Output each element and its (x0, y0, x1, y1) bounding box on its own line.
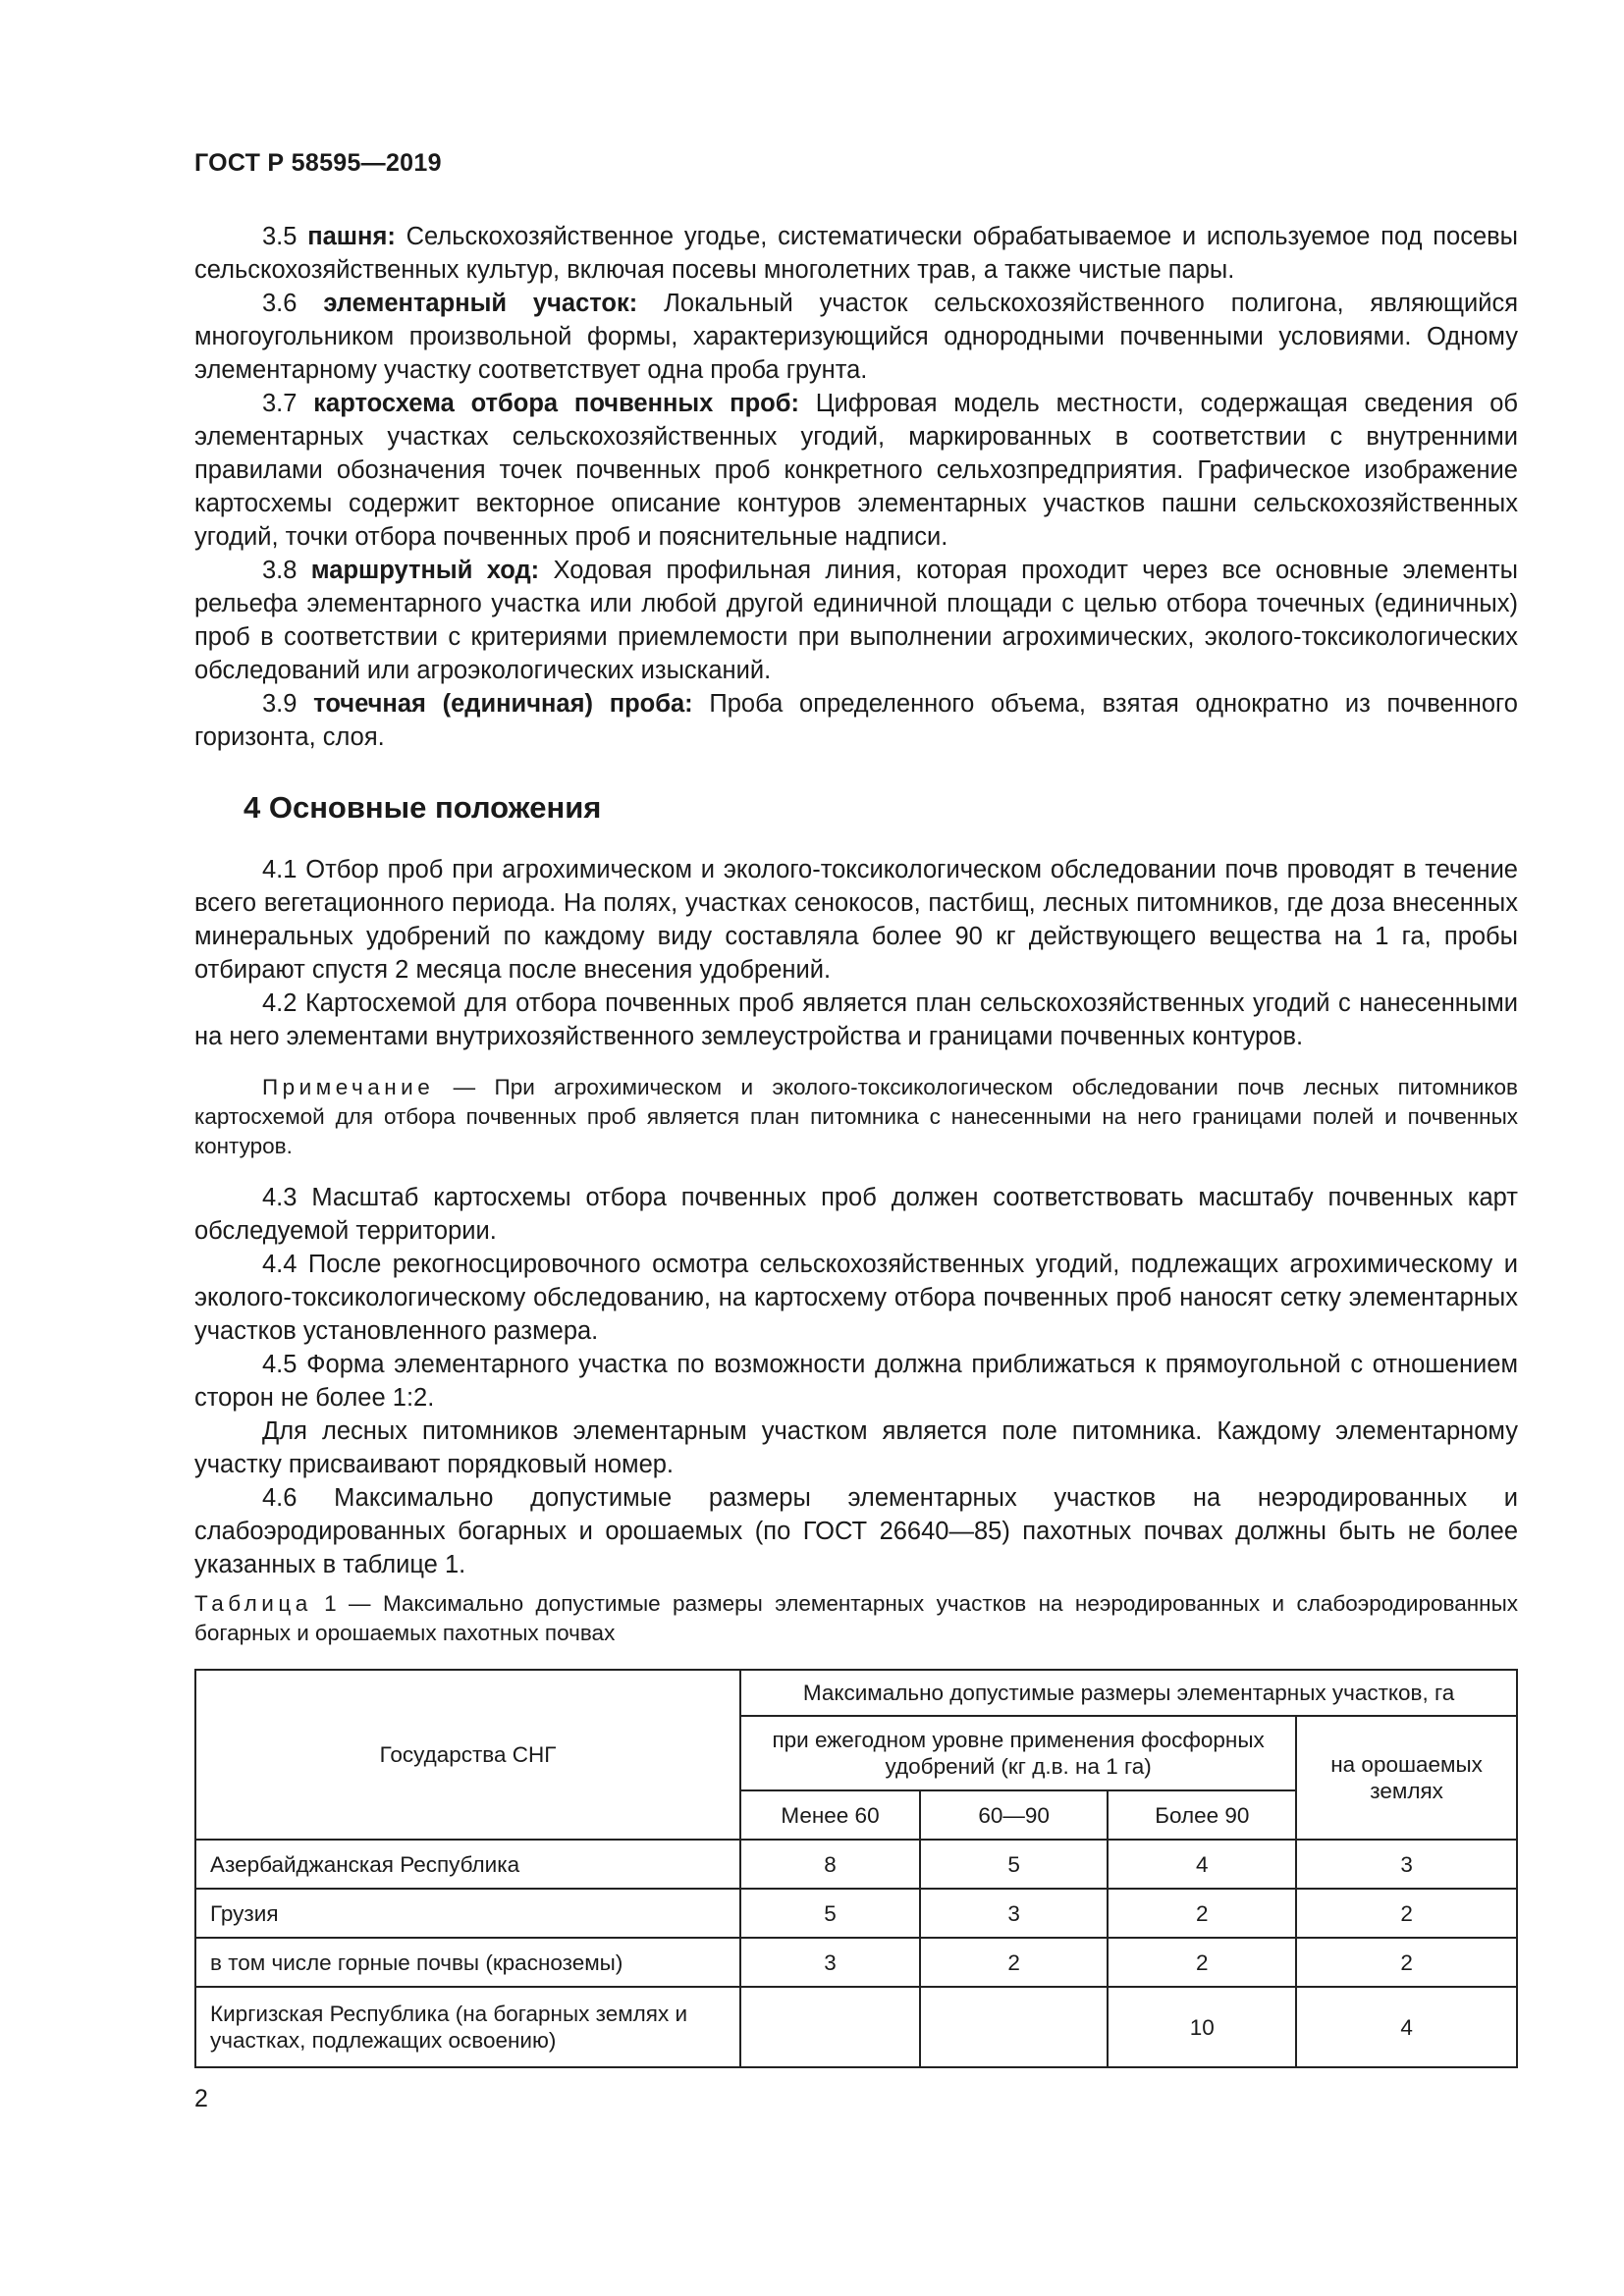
term: картосхема отбора почвенных проб: (313, 390, 799, 417)
table-caption-label: Таблица (194, 1591, 312, 1616)
cell-state: Грузия (195, 1889, 740, 1938)
paragraph-4-5: 4.5 Форма элементарного участка по возможности должна приближаться к прямоугольной с отношением сторон не более 1:2. (194, 1351, 1518, 1412)
header-states: Государства СНГ (195, 1670, 740, 1840)
cell-irrigated: 3 (1296, 1840, 1517, 1889)
paragraph-4-1: 4.1 Отбор проб при агрохимическом и эколого-токсикологическом обследовании почв проводят в течение всего вегетационного периода. На полях, участках сенокосов, пастбищ, лесных питомников, где доза внесенных минеральных удобрений по каждому виду составляла более 90 кг действующего вещества на 1 га, пробы отбирают спустя 2 месяца после внесения удобрений. (194, 856, 1518, 984)
cell-gt90: 10 (1108, 1987, 1296, 2067)
definition-3-9: 3.9 точечная (единичная) проба: Проба определенного объема, взятая однократно из почвенного горизонта, слоя. (194, 690, 1518, 751)
table-row (195, 1987, 1517, 2067)
header-more-90: Более 90 (1108, 1790, 1296, 1840)
table-caption-text: 1 — Максимально допустимые размеры элементарных участков на неэродированных и слабоэродированных богарных и орошаемых пахотных почвах (194, 1591, 1518, 1645)
term: точечная (единичная) проба: (313, 690, 693, 718)
note-label: Примечание (262, 1075, 435, 1099)
header-60-90: 60—90 (920, 1790, 1109, 1840)
table-row (195, 1889, 1517, 1938)
cell-state: в том числе горные почвы (красноземы) (195, 1938, 740, 1987)
note (194, 1073, 1518, 1161)
note-text: — При агрохимическом и эколого-токсикологическом обследовании почв лесных питомников картосхемой для отбора почвенных проб является план питомника с нанесенными на него границами полей и почвенных контуров. (194, 1075, 1518, 1158)
document-header: ГОСТ Р 58595—2019 (194, 149, 442, 177)
cell-lt60: 5 (740, 1889, 920, 1938)
cell-irrigated: 4 (1296, 1987, 1517, 2067)
term: маршрутный ход: (310, 557, 540, 584)
term: пашня: (307, 223, 396, 250)
cell-60-90 (920, 1987, 1109, 2067)
paragraph-4-6: 4.6 Максимально допустимые размеры элементарных участков на неэродированных и слабоэродированных богарных и орошаемых (по ГОСТ 26640—85) пахотных почвах должны быть не более указанных в таблице 1. (194, 1484, 1518, 1578)
cell-gt90: 2 (1108, 1938, 1296, 1987)
definition-3-8: 3.8 маршрутный ход: Ходовая профильная линия, которая проходит через все основные элементы рельефа элементарного участка или любой другой единичной площади с целью отбора точечных (единичных) проб в соответствии с критериями приемлемости при выполнении агрохимических, эколого-токсикологических обследований или агроэкологических изысканий. (194, 557, 1518, 684)
cell-60-90: 5 (920, 1840, 1109, 1889)
cell-lt60: 3 (740, 1938, 920, 1987)
cell-irrigated: 2 (1296, 1938, 1517, 1987)
cell-60-90: 2 (920, 1938, 1109, 1987)
cell-lt60: 8 (740, 1840, 920, 1889)
table-row (195, 1840, 1517, 1889)
definition-3-5: 3.5 пашня: Сельскохозяйственное угодье, систематически обрабатываемое и используемое под посевы сельскохозяйственных культур, включая посевы многолетних трав, а также чистые пары. (194, 223, 1519, 284)
paragraph-4-3: 4.3 Масштаб картосхемы отбора почвенных проб должен соответствовать масштабу почвенных карт обследуемой территории. (194, 1184, 1518, 1245)
paragraph-4-4: 4.4 После рекогносцировочного осмотра сельскохозяйственных угодий, подлежащих агрохимическому и эколого-токсикологическому обследованию, на картосхему отбора почвенных проб наносят сетку элементарных участков установленного размера. (194, 1251, 1518, 1345)
definitions-section (194, 220, 1518, 754)
cell-lt60 (740, 1987, 920, 2067)
cell-irrigated: 2 (1296, 1889, 1517, 1938)
section-4-body (194, 853, 1518, 1581)
term: элементарный участок: (323, 290, 638, 317)
header-irrigated: на орошаемых землях (1296, 1716, 1517, 1840)
cell-state: Азербайджанская Республика (195, 1840, 740, 1889)
section-4-heading: 4 Основные положения (244, 790, 602, 825)
paragraph-4-5-b: Для лесных питомников элементарным участком является поле питомника. Каждому элементарному участку присваивают порядковый номер. (194, 1417, 1518, 1478)
definition-3-7: 3.7 картосхема отбора почвенных проб: Цифровая модель местности, содержащая сведения об элементарных участках сельскохозяйственных угодий, маркированных в соответствии с внутренними правилами обозначения точек почвенных проб конкретного сельхозпредприятия. Графическое изображение картосхемы содержит векторное описание контуров элементарных участков пашни сельскохозяйственных угодий, точки отбора почвенных проб и пояснительные надписи. (194, 390, 1518, 551)
definition-3-6: 3.6 элементарный участок: Локальный участок сельскохозяйственного полигона, являющийся многоугольником произвольной формы, характеризующийся однородными почвенными условиями. Одному элементарному участку соответствует одна проба грунта. (194, 290, 1519, 384)
cell-gt90: 2 (1108, 1889, 1296, 1938)
cell-60-90: 3 (920, 1889, 1109, 1938)
cell-gt90: 4 (1108, 1840, 1296, 1889)
header-max-sizes: Максимально допустимые размеры элементарных участков, га (740, 1670, 1517, 1716)
header-less-60: Менее 60 (740, 1790, 920, 1840)
header-annual-phosphorus: при ежегодном уровне применения фосфорных удобрений (кг д.в. на 1 га) (740, 1716, 1296, 1790)
paragraph-4-2: 4.2 Картосхемой для отбора почвенных проб является план сельскохозяйственных угодий с нанесенными на него элементами внутрихозяйственного землеустройства и границами почвенных контуров. (194, 989, 1518, 1050)
cell-state: Киргизская Республика (на богарных землях и участках, подлежащих освоению) (195, 1987, 740, 2067)
table-1 (194, 1669, 1518, 2068)
page-number: 2 (194, 2085, 208, 2112)
table-row (195, 1938, 1517, 1987)
table-caption (194, 1589, 1518, 1648)
